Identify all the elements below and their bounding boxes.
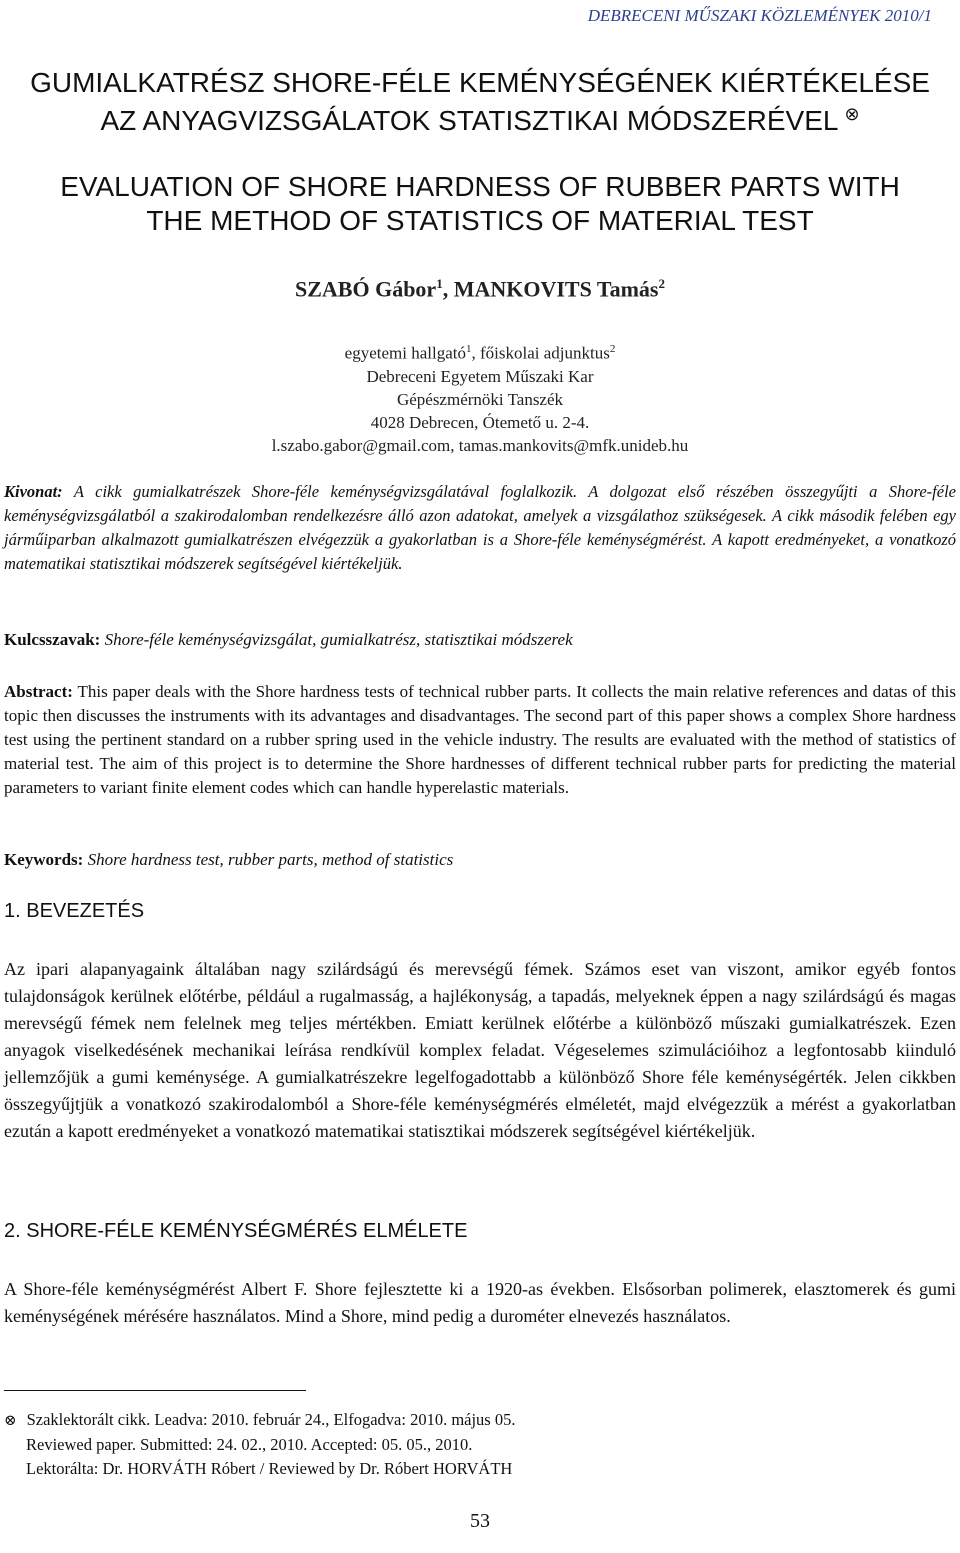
affil-department: Gépészmérnöki Tanszék <box>396 389 564 409</box>
author-1-sup: 1 <box>436 276 443 291</box>
author-2: MANKOVITS Tamás <box>453 276 659 302</box>
footnote-line-2: Reviewed paper. Submitted: 24. 02., 2010. Accepted: 05. 05., 2010. <box>26 1435 473 1454</box>
journal-header: DEBRECENI MŰSZAKI KÖZLEMÉNYEK 2010/1 <box>587 6 932 25</box>
footnote-divider <box>4 1390 306 1391</box>
author-2-sup: 2 <box>658 276 665 291</box>
abstract-hungarian <box>4 480 956 576</box>
footnote <box>4 1408 515 1481</box>
abstract-en-label: Abstract: <box>4 682 73 701</box>
section-2-paragraph: A Shore-féle keménységmérést Albert F. Shore fejlesztette ki a 1920-as években. Elsősorban polimerek, elasztomerek és gumi keménységének mérésére használatos. Mind a Shore, mind pedig a durométer elnevezés használatos. <box>4 1279 956 1326</box>
footnote-mark-icon: ⊗ <box>4 1413 17 1429</box>
footnote-line-3: Lektorálta: Dr. HORVÁTH Róbert / Reviewed by Dr. Róbert HORVÁTH <box>26 1459 513 1478</box>
title-hungarian <box>0 64 960 143</box>
keywords-hungarian <box>4 628 956 652</box>
section-1-paragraph: Az ipari alapanyagaink általában nagy szilárdságú és merevségű fémek. Számos eset van viszont, amikor egyéb fontos tulajdonságok kerülnek előtérbe, például a rugalmasság, a hajlékonyság, a tapadás, melyeknek éppen a nagy szilárdságú és magas merevségű fémek nem felelnek meg teljes mértékben. Emiatt kerülnek előtérbe a különböző műszaki gumialkatrészek. Ezen anyagok viselkedésének mechanikai leírása rendkívül komplex feladat. Végeselemes szimulációihoz a legfontosabb kiinduló jellemzőjük a gumi keménysége. A gumialkatrészekre legelfogadottabb a különböző Shore féle keménységérték. Jelen cikkben összegyűjtjük a vonatkozó szakirodalomból a Shore-féle keménységmérés elméletét, majd elvégezzük a mérést a gyakorlatban ezután a kapott eredményeket a vonatkozó matematikai statisztikai módszerek segítségével kiértékeljük. <box>4 959 956 1141</box>
affil-emails: l.szabo.gabor@gmail.com, tamas.mankovits@mfk.unideb.hu <box>271 435 689 455</box>
abstract-hu-text: A cikk gumialkatrészek Shore-féle keménységvizsgálatával foglalkozik. A dolgozat első részében összegyűjti a Shore-féle keménységvizsgálatból a szakirodalomban rendelkezésre álló azon adatokat, amelyek a vizsgálathoz szükségesek. A cikk második felében egy járműiparban alkalmazott gumialkatrészen elvégezzük a gyakorlatban is a Shore-féle keménységmérést. A kapott eredményeket, a vonatkozó matematikai statisztikai módszerek segítségével kiértékeljük. <box>4 482 956 573</box>
title-hu-line-2: AZ ANYAGVIZSGÁLATOK STATISZTIKAI MÓDSZERÉVEL ⊗ <box>100 104 860 136</box>
keywords-en-text: Shore hardness test, rubber parts, method of statistics <box>83 850 454 869</box>
page-number: 53 <box>470 1510 490 1532</box>
authors <box>0 276 960 302</box>
title-en-line-2: THE METHOD OF STATISTICS OF MATERIAL TEST <box>146 205 814 236</box>
affil-roles: egyetemi hallgató$^1$, főiskolai adjunktus$^2$ <box>344 343 616 363</box>
section-2-heading: 2. SHORE-FÉLE KEMÉNYSÉGMÉRÉS ELMÉLETE <box>4 1220 468 1242</box>
abstract-english <box>4 680 956 800</box>
review-mark-icon: ⊗ <box>844 104 860 124</box>
author-1: SZABÓ Gábor <box>295 276 437 302</box>
footnote-line-1: ⊗ Szaklektorált cikk. Leadva: 2010. február 24., Elfogadva: 2010. május 05. <box>4 1410 516 1429</box>
title-en-line-1: EVALUATION OF SHORE HARDNESS OF RUBBER PARTS WITH <box>60 171 900 202</box>
keywords-hu-text: Shore-féle keménységvizsgálat, gumialkatrész, statisztikai módszerek <box>100 630 573 649</box>
affil-university: Debreceni Egyetem Műszaki Kar <box>366 366 594 386</box>
section-1-heading: 1. BEVEZETÉS <box>4 900 145 922</box>
abstract-en-text: This paper deals with the Shore hardness tests of technical rubber parts. It collects the main relative references and datas of this topic then discusses the instruments with its advantages and disadvantages. The second part of this paper shows a complex Shore hardness test using the pertinent standard on a rubber spring used in the vehicle industry. The results are evaluated with the method of statistics of material test. The aim of this project is to determine the Shore hardnesses of different technical rubber parts for predicting the material parameters to variant finite element codes which can handle hyperelastic materials. <box>4 682 956 797</box>
keywords-english <box>4 848 956 872</box>
affil-address: 4028 Debrecen, Ótemető u. 2-4. <box>370 412 590 432</box>
title-english <box>0 170 960 238</box>
title-hu-line-1: GUMIALKATRÉSZ SHORE-FÉLE KEMÉNYSÉGÉNEK KIÉRTÉKELÉSE <box>30 67 930 98</box>
abstract-hu-label: Kivonat: <box>4 482 63 501</box>
affiliation <box>0 338 960 457</box>
keywords-hu-label: Kulcsszavak: <box>4 630 101 649</box>
keywords-en-label: Keywords: <box>4 850 84 869</box>
author-sep: , <box>442 276 454 302</box>
